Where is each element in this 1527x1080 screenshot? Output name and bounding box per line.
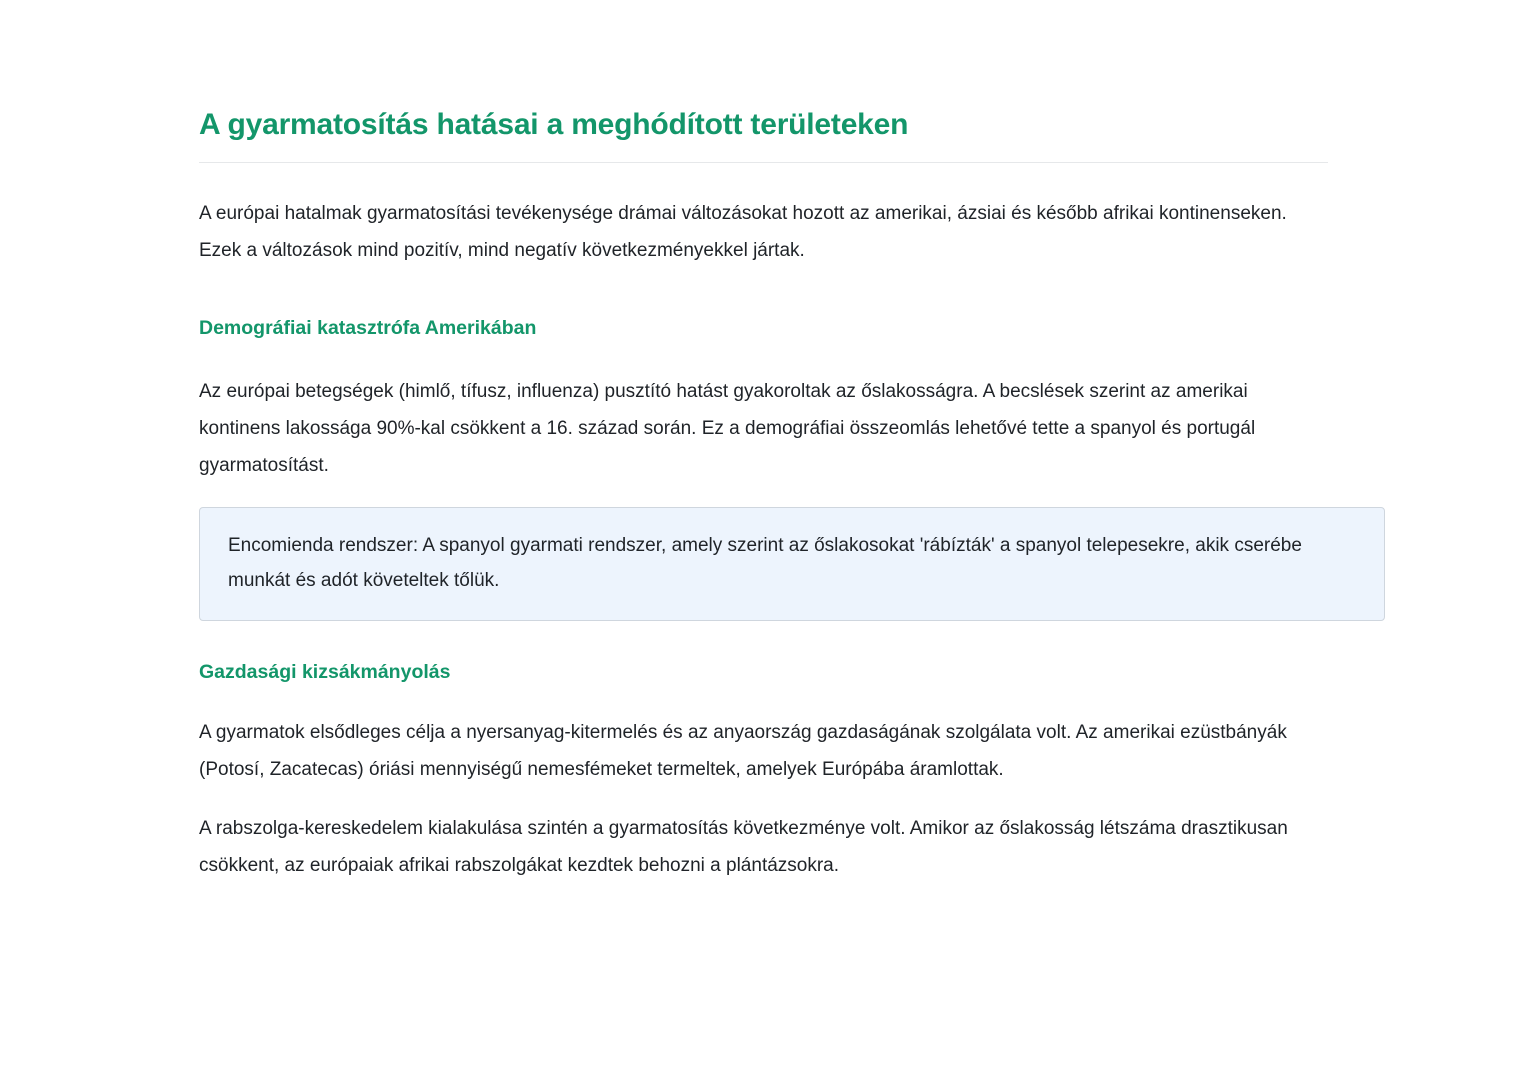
encomienda-callout: Encomienda rendszer: A spanyol gyarmati rendszer, amely szerint az őslakosokat 'rábízták' a spanyol telepesekre, akik cserébe munkát és adót követeltek tőlük.: [199, 507, 1385, 621]
economy-paragraph-2: A rabszolga-kereskedelem kialakulása szintén a gyarmatosítás következménye volt. Amikor az őslakosság létszáma drasztikusan csökkent, az európaiak afrikai rabszolgákat kezdtek behozni a plántázsokra.: [199, 818, 1288, 876]
article: [199, 104, 1385, 884]
intro-paragraph: A európai hatalmak gyarmatosítási tevékenysége drámai változásokat hozott az amerikai, ázsiai és később afrikai kontinenseken. Ezek a változások mind pozitív, mind negatív következményekkel jártak.: [199, 203, 1287, 261]
page-title: A gyarmatosítás hatásai a meghódított területeken: [199, 104, 1328, 163]
section-heading-economy: Gazdasági kizsákmányolás: [199, 661, 451, 683]
economy-paragraph-1: A gyarmatok elsődleges célja a nyersanyag-kitermelés és az anyaország gazdaságának szolgálata volt. Az amerikai ezüstbányák (Potosí, Zacatecas) óriási mennyiségű nemesfémeket termeltek, amelyek Európába áramlottak.: [199, 722, 1287, 780]
demography-paragraph: Az európai betegségek (himlő, tífusz, influenza) pusztító hatást gyakoroltak az őslakosságra. A becslések szerint az amerikai kontinens lakossága 90%-kal csökkent a 16. század során. Ez a demográfiai összeomlás lehetővé tette a spanyol és portugál gyarmatosítást.: [199, 381, 1256, 476]
section-heading-demography: Demográfiai katasztrófa Amerikában: [199, 317, 537, 339]
